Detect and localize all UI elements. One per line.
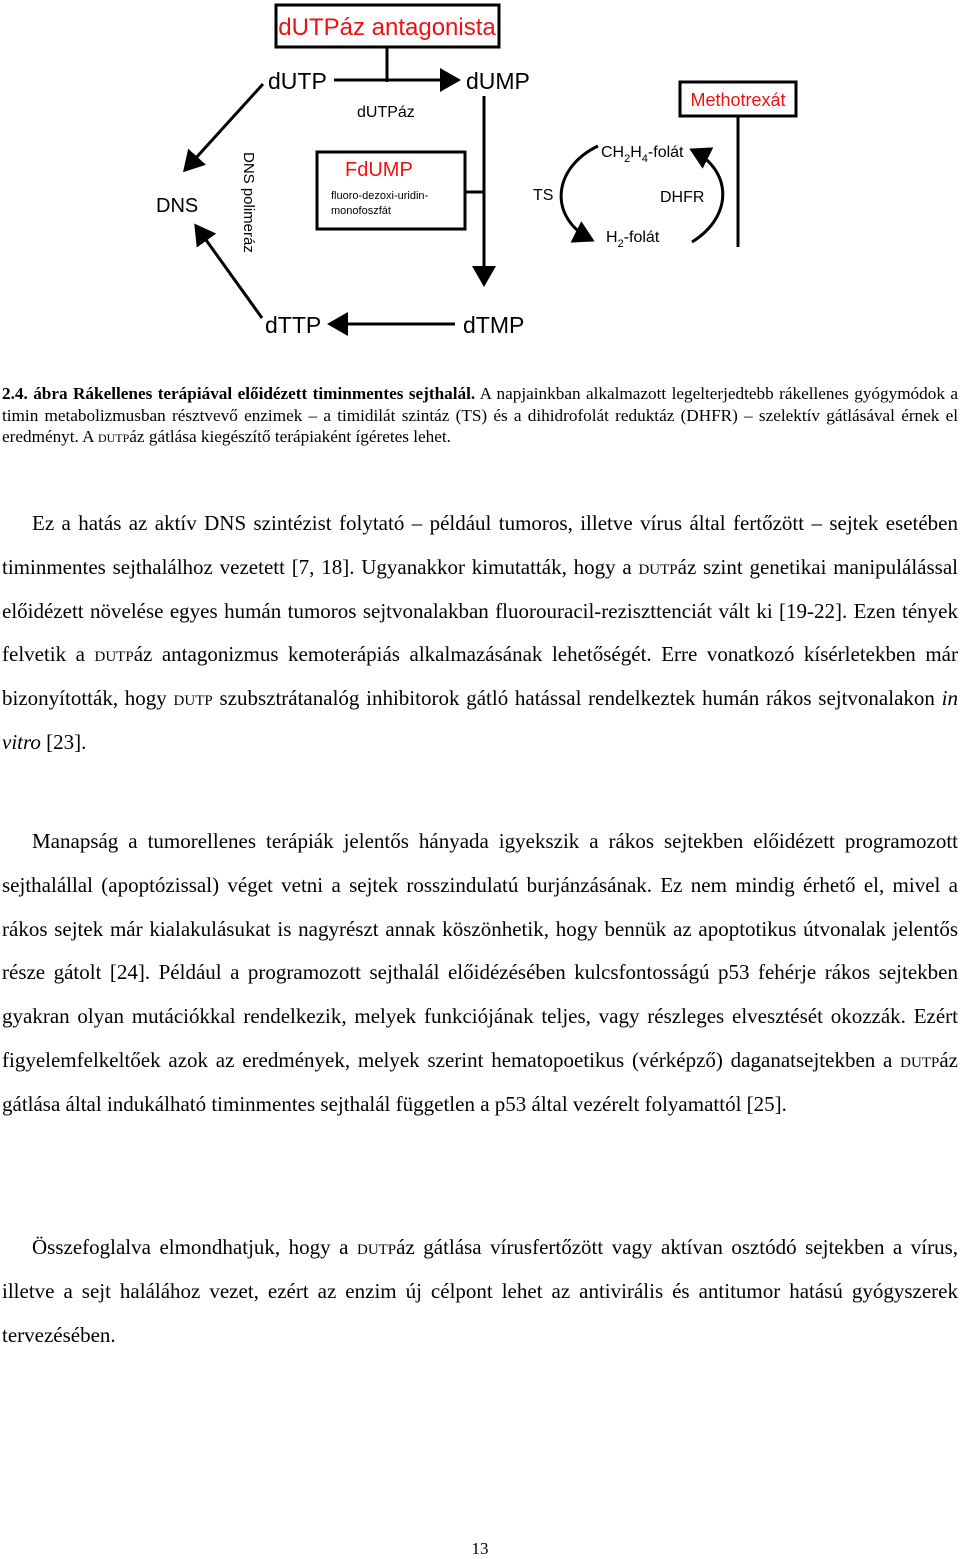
figure-caption — [2, 383, 958, 448]
caption-text-2: áz gátlása kiegészítő terápiaként ígéretes lehet. — [129, 427, 451, 446]
p3-text-1: Összefoglalva elmondhatjuk, hogy a — [32, 1235, 357, 1259]
p2-text-2: áz gátlása által indukálható timinmentes sejthalál független a p53 által vezérelt folyamattól [25]. — [2, 1047, 958, 1116]
p1-dutp-2: dutp — [94, 642, 134, 667]
dttp-label: dTTP — [265, 312, 322, 338]
ts-folate-arc — [561, 146, 598, 240]
p1-text-4: szubsztrátanalóg inhibitorok gátló hatással rendelkeztek humán rákos sejtvonalakon — [212, 686, 942, 711]
p1-text-2: áz szint genetikai manipulálással előidézett növelése egyes humán tumoros sejtvonalakban fluorouracil-reziszttenciát vált ki [19-22]. Ezen tények felvetik a — [2, 554, 958, 667]
p2-dutp-1: dutp — [900, 1047, 940, 1072]
dutpase-enzyme-label: dUTPáz — [357, 104, 415, 121]
fdump-title: FdUMP — [345, 159, 413, 181]
paragraph-3 — [2, 1226, 958, 1357]
p1-in-vitro: in vitro — [2, 686, 958, 754]
dtmp-label: dTMP — [463, 312, 525, 338]
dna-label: DNS — [156, 195, 199, 217]
caption-dutp-1: dutp — [97, 427, 130, 446]
p1-dutp-1: dutp — [638, 554, 678, 579]
antagonist-label: dUTPáz antagonista — [278, 14, 496, 41]
dump-label: dUMP — [466, 68, 530, 94]
p1-dutp-3: dutp — [173, 686, 213, 711]
fdump-desc-line2: monofoszfát — [331, 205, 391, 217]
ts-label: TS — [533, 187, 554, 204]
fdump-desc-line1: fluoro-dezoxi-uridin- — [331, 190, 429, 202]
p3-text-2: áz gátlása vírusfertőzött vagy aktívan osztódó sejtekben a vírus, illetve a sejt halálához vezet, ezért az enzim új célpont lehet az antivirális és antitumor hatású gyógyszerek tervezésében. — [2, 1235, 958, 1347]
p2-text-1: Manapság a tumorellenes terápiák jelentős hányada igyekszik a rákos sejtekben előidézett programozott sejthalállal (apoptózissal) véget vetni a sejtek rosszindulatú burjánzásának. Ez nem mindig érhető el, mivel a rákos sejtek már kialakulásukat is nagyrészt annak köszönhetik, hogy bennük az apoptotikus útvonalak jelentős része gátolt [24]. Például a programozott sejthalál előidézésében kulcsfontosságú p53 fehérje rákos sejtekben gyakran olyan mutációkkal rendelkezik, melyek funkciójának teljes, vagy részleges elvesztését okozzák. Ezért figyelemfelkeltőek azok az eredmények, melyek szerint hematopoetikus (vérképző) daganatsejtekben a — [2, 829, 958, 1072]
h2-folate-label: $H_2$-folát — [606, 229, 660, 250]
dna-polymerase-label: DNS polimeráz — [240, 152, 257, 253]
p3-dutp-1: dutp — [356, 1235, 397, 1259]
paragraph-1 — [2, 502, 958, 765]
dhfr-label: DHFR — [660, 189, 705, 206]
p1-text-1: Ez a hatás az aktív DNS szintézist folytató – például tumoros, illetve vírus által fertőzött – sejtek esetében timinmentes sejthalálhoz vezetett [7, 18]. Ugyanakkor kimutatták, hogy a — [2, 511, 958, 579]
thymine-metabolism-diagram — [0, 0, 960, 345]
ch2h4-folate-label: $CH_2H_4$-folát — [601, 144, 684, 165]
paragraph-2 — [2, 820, 958, 1127]
methotrexate-label: Methotrexát — [690, 90, 786, 110]
p1-text-3: áz antagonizmus kemoterápiás alkalmazásának lehetőségét. Erre vonatkozó kísérletekben már bizonyították, hogy — [2, 642, 958, 711]
dutp-label: dUTP — [268, 68, 327, 94]
page-number: 13 — [471, 1539, 489, 1558]
p1-text-5: [23]. — [40, 729, 87, 754]
caption-title: 2.4. ábra Rákellenes terápiával előidézett timinmentes sejthalál. — [2, 384, 476, 403]
caption-text-1: A napjainkban alkalmazott legelterjedtebb rákellenes gyógymódok a timin metabolizmusban résztvevő enzimek – a timidilát szintáz (TS) és a dihidrofolát reduktáz (DHFR) – szelektív gátlásával érnek el eredményt. A — [2, 384, 958, 446]
